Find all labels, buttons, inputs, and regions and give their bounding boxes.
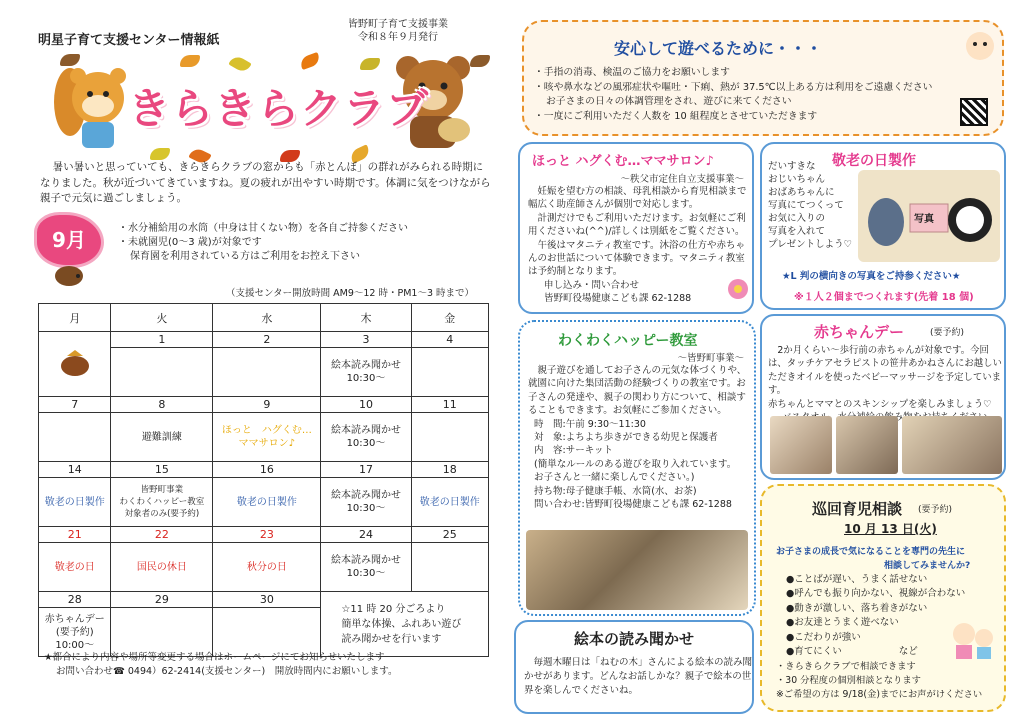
salon-sub: ～秩父市定住自立支援事業～ xyxy=(620,174,744,185)
calendar-cell xyxy=(411,413,488,462)
intro-text: 暑い暑いと思っていても、きらきらクラブの窓からも「赤とんぼ」の群れがみられる時期になりました。秋が近づいてきていますね。夏の疲れが出やすい時期です。体調に気をつけながら親子で元気に過ごしましょう。 xyxy=(40,161,491,204)
keiro-line: 写真を入れて xyxy=(768,226,826,237)
happy-body xyxy=(528,364,752,511)
safety-box xyxy=(522,20,1004,136)
keiro-line: 写真にてつくって xyxy=(768,200,844,211)
junkai-note: ※ご希望の方は 9/18(金)までにお声がけください xyxy=(776,689,983,700)
junkai-item: ●こだわりが強い xyxy=(786,631,861,643)
calendar-note: ☆11 時 20 分ごろより 簡単な体操、ふれあい遊び 読み聞かせを行います xyxy=(321,592,489,657)
safety-item: ・一度にご利用いただく人数を 10 組程度とさせていただきます xyxy=(534,110,818,122)
day-number: 24 xyxy=(321,527,411,543)
junkai-lead: 相談してみませんか? xyxy=(884,561,971,571)
baby-photo xyxy=(770,416,832,474)
keiro-line: プレゼントしよう♡ xyxy=(768,239,853,250)
leaf-icon xyxy=(150,148,170,160)
hedgehog-icon xyxy=(54,262,84,288)
happy-box xyxy=(518,320,756,616)
calendar-cell: 絵本読み聞かせ 10:30～ xyxy=(321,348,411,397)
junkai-item: ●お友達とうまく遊べない xyxy=(786,617,899,629)
keiro-note: ★L 判の横向きの写真をご持参ください★ xyxy=(782,271,961,282)
keiro-box xyxy=(760,142,1006,310)
calendar-cell xyxy=(111,348,213,397)
day-number: 25 xyxy=(411,527,488,543)
day-number: 3 xyxy=(321,332,411,348)
keiro-craft-image xyxy=(858,170,1000,262)
junkai-title: 巡回育児相談 xyxy=(812,500,903,518)
notes xyxy=(118,222,408,264)
calendar-header: 火 xyxy=(111,304,213,332)
calendar-cell: 絵本読み聞かせ 10:30～ xyxy=(321,413,411,462)
calendar-cell-happy: 皆野町事業 わくわくハッピー教室 対象者のみ(要予約) xyxy=(111,478,213,527)
footer-line: お問い合わせ☎ 0494）62-2414(支援センター) 開放時間内にお願いします。 xyxy=(56,666,398,677)
ehon-title: 絵本の読み聞かせ xyxy=(574,630,695,648)
footer-line: ★都合により内容や場所等変更する場合はホームページにてお知らせいたします xyxy=(44,652,385,663)
day-number: 29 xyxy=(111,592,213,608)
happy-detail: 対 象:よちよち歩きができる幼児と保護者 xyxy=(534,432,718,444)
calendar-cell: 赤ちゃんデー (要予約) 10:00～ xyxy=(39,608,111,657)
keiro-line: おばあちゃんに xyxy=(768,187,835,198)
calendar-cell: 絵本読み聞かせ 10:30～ xyxy=(321,478,411,527)
junkai-note: ・きらきらクラブで相談できます xyxy=(776,661,916,672)
calendar-cell: 絵本読み聞かせ 10:30～ xyxy=(321,543,411,592)
calendar-cell: 避難訓練 xyxy=(111,413,213,462)
junkai-box xyxy=(760,484,1006,712)
junkai-tag: (要予約) xyxy=(918,505,953,515)
calendar-header: 木 xyxy=(321,304,411,332)
calendar-cell: 国民の休日 xyxy=(111,543,213,592)
calendar-header: 月 xyxy=(39,304,111,332)
junkai-note: ・30 分程度の個別相談となります xyxy=(776,675,921,686)
open-hours: （支援センター開放時間 AM9～12 時・PM1～3 時まで） xyxy=(226,288,475,299)
happy-detail: 問い合わせ:皆野町役場健康こども課 62-1288 xyxy=(534,499,732,511)
newsletter-title: きらきらクラブ xyxy=(128,84,430,133)
day-number: 21 xyxy=(39,527,111,543)
calendar-cell: 敬老の日 xyxy=(39,543,111,592)
salon-box xyxy=(518,142,754,314)
leaf-icon xyxy=(299,52,322,70)
footer xyxy=(44,651,398,679)
day-number: 9 xyxy=(213,397,321,413)
photo-label: 写真 xyxy=(914,214,934,225)
month-badge xyxy=(34,212,104,268)
happy-detail: お子さんと一緒に楽しんでください。) xyxy=(534,472,695,484)
month-label: 9月 xyxy=(52,228,86,252)
salon-contact: 皆野町役場健康こども課 62-1288 xyxy=(544,293,692,305)
baby-body xyxy=(768,344,1002,424)
day-number: 2 xyxy=(213,332,321,348)
salon-body xyxy=(528,185,750,306)
ehon-body: 毎週木曜日は「ねむの木」さんによる絵本の読み聞かせがあります。どんなお話しかな？親子で絵本の世界を楽しんでくださいね。 xyxy=(524,657,753,696)
day-number: 4 xyxy=(411,332,488,348)
happy-detail: (簡単なルールのある遊びを取り入れています。 xyxy=(534,458,737,470)
baby-photo xyxy=(836,416,898,474)
calendar-cell xyxy=(111,608,213,657)
note-item: 保育園を利用されている方はご利用をお控え下さい xyxy=(130,251,360,262)
baby-photo xyxy=(902,416,1002,474)
keiro-text xyxy=(768,160,852,251)
safety-item: ・手指の消毒、検温のご協力をお願いします xyxy=(534,67,730,78)
day-number: 16 xyxy=(213,462,321,478)
leaf-icon xyxy=(180,55,200,67)
newsletter-subtitle: 明星子育て支援センター情報紙 xyxy=(38,33,220,48)
day-number: 7 xyxy=(39,397,111,413)
ehon-box xyxy=(514,620,754,714)
day-number: 17 xyxy=(321,462,411,478)
baby-title: 赤ちゃんデー xyxy=(814,323,905,341)
safety-items xyxy=(534,66,932,124)
baby-paragraph: 赤ちゃんとママとのスキンシップを楽しみましょう♡ xyxy=(768,398,992,410)
issue-info xyxy=(348,18,448,44)
calendar-cell xyxy=(39,413,111,462)
calendar xyxy=(38,303,489,657)
day-number: 18 xyxy=(411,462,488,478)
junkai-notes xyxy=(776,660,982,702)
junkai-item: ●育てにくい など xyxy=(786,646,918,658)
calendar-header: 水 xyxy=(213,304,321,332)
baby-paragraph: 2か月くらい～歩行前の赤ちゃんが対象です。今回は、タッチケアセラピストの笹井あかねさんにお越しいただきオイルを使ったベビーマッサージを予定しています。 xyxy=(768,345,1002,397)
keiro-line: だいすきな xyxy=(768,161,816,172)
salon-paragraph: 妊娠を望む方の相談、母乳相談から育児相談まで幅広く助産師さんが個別で対応します。 xyxy=(528,186,747,211)
note-item: ・未就園児(0～3 歳)が対象です xyxy=(118,237,262,248)
day-number: 10 xyxy=(321,397,411,413)
calendar-cell: 敬老の日製作 xyxy=(39,478,111,527)
keiro-note: ※１人２個までつくれます(先着 18 個) xyxy=(794,292,974,303)
day-number: 8 xyxy=(111,397,213,413)
junkai-date: 10 月 13 日(火) xyxy=(844,522,937,536)
day-number: 30 xyxy=(213,592,321,608)
calendar-cell xyxy=(213,608,321,657)
junkai-item: ●動きが激しい、落ち着きがない xyxy=(786,602,928,614)
calendar-cell-salon: ほっと ハグくむ… ママサロン♪ xyxy=(213,413,321,462)
happy-title: わくわくハッピー教室 xyxy=(558,333,698,349)
day-number: 15 xyxy=(111,462,213,478)
calendar-cell xyxy=(411,348,488,397)
keiro-line: おじいちゃん xyxy=(768,174,826,185)
happy-sub: ～皆野町事業～ xyxy=(677,353,744,364)
safety-item: お子さまの日々の体調管理をされ、遊びに来てください xyxy=(546,96,792,108)
day-number: 22 xyxy=(111,527,213,543)
happy-detail: 持ち物:母子健康手帳、水筒(水、お茶) xyxy=(534,485,697,497)
day-number: 23 xyxy=(213,527,321,543)
calendar-cell xyxy=(411,543,488,592)
salon-title: ほっと ハグくむ…ママサロン♪ xyxy=(532,154,714,169)
note-item: ・水分補給用の水筒（中身は甘くない物）を各自ご持参ください xyxy=(118,223,408,234)
happy-paragraph: 親子遊びを通してお子さんの元気な体づくりや、就園に向けた集団活動の経験づくりの教室です。お子さんの発達や、親子の関わり方について、相談することもできます。お気軽にご参加ください。 xyxy=(528,365,747,417)
junkai-items xyxy=(786,573,965,659)
issue-date: 令和８年９月発行 xyxy=(358,32,438,43)
junkai-lead: お子さまの成長で気になることを専門の先生に xyxy=(776,547,966,557)
leaf-icon xyxy=(360,58,380,70)
calendar-cell xyxy=(213,348,321,397)
day-number: 11 xyxy=(411,397,488,413)
baby-tag: (要予約) xyxy=(930,328,965,338)
qr-code-icon xyxy=(960,98,988,126)
calendar-cell: 敬老の日製作 xyxy=(411,478,488,527)
salon-paragraph: 午後はマタニティ教室です。沐浴の仕方や赤ちゃんのお世話について体験できます。マタニティ教室は予約制となります。 xyxy=(528,239,745,278)
squirrel-icon xyxy=(48,62,130,150)
baby-box xyxy=(760,314,1006,480)
salon-paragraph: 計測だけでもご利用いただけます。お気軽にご利用くださいね(^^)/詳しくは別紙をご覧ください。 xyxy=(528,212,746,238)
chestnut-icon xyxy=(53,348,97,378)
calendar-cell xyxy=(39,332,111,397)
calendar-cell: 敬老の日製作 xyxy=(213,478,321,527)
junkai-item: ●ことばが遅い、うまく話せない xyxy=(786,574,928,585)
day-number: 28 xyxy=(39,592,111,608)
calendar-cell: 秋分の日 xyxy=(213,543,321,592)
flower-icon xyxy=(725,276,751,302)
happy-detail: 時 間:午前 9:30～11:30 xyxy=(534,418,646,430)
happy-detail: 内 容:サーキット xyxy=(534,445,614,457)
issuer: 皆野町子育て支援事業 xyxy=(348,19,448,30)
leaf-icon xyxy=(228,54,251,74)
keiro-line: お気に入りの xyxy=(768,213,826,224)
calendar-header: 金 xyxy=(411,304,488,332)
happy-photo xyxy=(526,530,748,610)
baby-icon xyxy=(960,28,1004,70)
salon-contact: 申し込み・問い合わせ xyxy=(544,279,640,291)
safety-title: 安心して遊べるために・・・ xyxy=(614,39,823,58)
junkai-item: ●呼んでも振り向かない、視線が合わない xyxy=(786,588,966,600)
keiro-title: 敬老の日製作 xyxy=(832,153,916,169)
safety-item: ・咳や鼻水などの風邪症状や嘔吐・下痢、熱が 37.5℃以上ある方は利用をご遠慮ください xyxy=(534,81,933,93)
parent-child-icon xyxy=(948,618,998,660)
day-number: 1 xyxy=(111,332,213,348)
day-number: 14 xyxy=(39,462,111,478)
